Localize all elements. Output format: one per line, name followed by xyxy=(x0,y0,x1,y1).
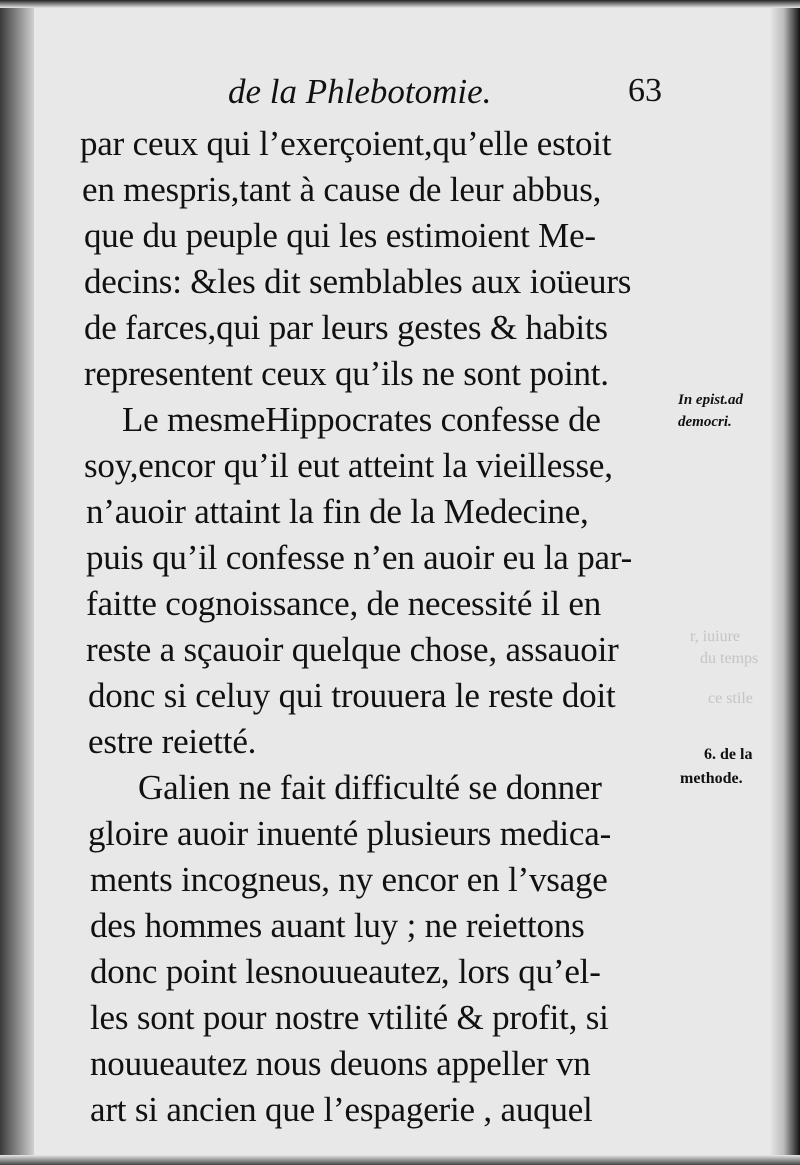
binding-shadow xyxy=(0,0,34,1165)
margin-note-citation: 6. de la xyxy=(704,746,753,763)
body-text-line: de farces,qui par leurs gestes & habits xyxy=(84,308,608,347)
margin-note-citation: In epist.ad xyxy=(678,392,744,408)
body-text-line: en mespris,tant à cause de leur abbus, xyxy=(82,170,602,209)
body-text-line: des hommes auant luy ; ne reiettons xyxy=(90,906,585,945)
body-text-line: donc si celuy qui trouuera le reste doit xyxy=(88,676,616,715)
body-text-line: representent ceux qu’ils ne sont point. xyxy=(84,354,609,393)
top-page-edge xyxy=(0,0,800,8)
body-text-line: ments incogneus, ny encor en l’vsage xyxy=(90,860,608,899)
bleed-through-text: ce stile xyxy=(708,690,753,707)
body-text-line: art si ancien que l’espagerie , auquel xyxy=(90,1090,593,1129)
body-text-line: que du peuple qui les estimoient Me- xyxy=(84,216,596,255)
bleed-through-text: du temps xyxy=(700,650,759,667)
bottom-page-edge xyxy=(0,1155,800,1165)
body-text-line: Galien ne fait difficulté se donner xyxy=(138,768,602,807)
margin-note-citation: methode. xyxy=(680,770,743,787)
margin-note-citation: democri. xyxy=(678,414,732,430)
body-text-line: faitte cognoissance, de necessité il en xyxy=(86,584,602,623)
body-text-line: les sont pour nostre vtilité & profit, si xyxy=(90,998,609,1037)
body-text-line: reste a sçauoir quelque chose, assauoir xyxy=(86,630,619,669)
body-text-line: puis qu’il confesse n’en auoir eu la par- xyxy=(86,538,633,577)
body-text-line: Le mesmeHippocrates confesse de xyxy=(122,400,601,439)
bleed-through-text: r, iuiure xyxy=(690,628,741,645)
body-text-line: estre reietté. xyxy=(88,722,257,761)
page-number: 63 xyxy=(628,72,662,109)
body-text-line: nouueautez nous deuons appeller vn xyxy=(90,1044,591,1083)
body-text-line: n’auoir attaint la fin de la Medecine, xyxy=(86,492,589,531)
body-text-line: soy,encor qu’il eut atteint la vieillesse, xyxy=(84,446,613,485)
page-edge-shadow xyxy=(770,0,800,1165)
body-text-line: decins: &les dit semblables aux ioüeurs xyxy=(84,262,632,301)
running-header-title: de la Phlebotomie. xyxy=(228,72,492,111)
body-text-line: par ceux qui l’exerçoient,qu’elle estoit xyxy=(80,124,612,163)
body-text-line: donc point lesnouueautez, lors qu’el- xyxy=(90,952,601,991)
body-text-line: gloire auoir inuenté plusieurs medica- xyxy=(88,814,612,853)
